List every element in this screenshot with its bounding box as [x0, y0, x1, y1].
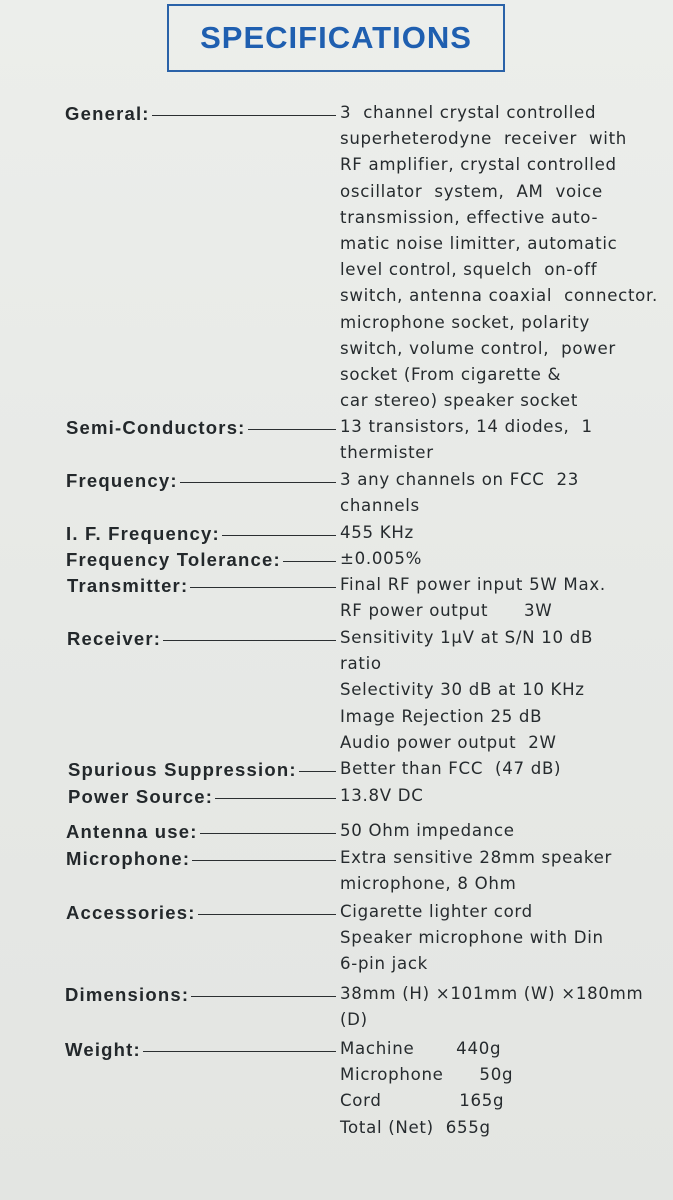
spec-value-line: RF power output 3W	[340, 601, 553, 621]
spec-value-line: 13 transistors, 14 diodes, 1	[340, 417, 593, 436]
spec-value-line: Final RF power input 5W Max.	[340, 575, 606, 594]
spec-value	[340, 845, 612, 897]
spec-label: Microphone:	[66, 848, 191, 869]
spec-value-line: Cigarette lighter cord	[340, 902, 533, 921]
spec-value-line: Image Rejection 25 dB	[340, 706, 543, 726]
spec-value-line: car stereo) speaker socket	[340, 391, 579, 411]
spec-value	[340, 981, 643, 1033]
spec-value	[340, 756, 561, 782]
spec-value-line: socket (From cigarette &	[340, 365, 562, 385]
spec-label: Weight:	[65, 1039, 141, 1060]
spec-value	[340, 783, 424, 809]
spec-value	[340, 572, 606, 624]
leader-line	[198, 914, 336, 915]
spec-value-line: Machine 440g	[340, 1039, 502, 1058]
spec-label: Spurious Suppression:	[68, 759, 297, 780]
page-title: SPECIFICATIONS	[200, 20, 472, 55]
leader-line	[215, 798, 336, 799]
spec-label: Semi-Conductors:	[66, 417, 246, 438]
leader-line	[191, 996, 336, 997]
spec-value-line: RF amplifier, crystal controlled	[340, 155, 617, 175]
leader-line	[143, 1051, 336, 1052]
spec-value-line: Total (Net) 655g	[340, 1117, 491, 1137]
spec-value-line: Speaker microphone with Din	[340, 928, 604, 948]
spec-value-line: thermister	[340, 443, 434, 463]
spec-label: Transmitter:	[67, 575, 189, 596]
leader-line	[192, 860, 336, 861]
spec-value	[340, 1036, 513, 1141]
spec-value-line: transmission, effective auto-	[340, 207, 599, 227]
spec-value-line: 13.8V DC	[340, 786, 424, 805]
spec-value	[340, 818, 515, 844]
spec-label: General:	[65, 103, 150, 124]
spec-label: Dimensions:	[65, 984, 190, 1005]
spec-value-line: 6-pin jack	[340, 954, 428, 974]
spec-label: Accessories:	[66, 902, 196, 923]
spec-value-line: microphone socket, polarity	[340, 312, 591, 332]
spec-value-line: Selectivity 30 dB at 10 KHz	[340, 680, 585, 700]
spec-value-line: 455 KHz	[340, 523, 414, 542]
spec-value-line: channels	[340, 496, 420, 516]
spec-label: Power Source:	[68, 786, 214, 807]
spec-value	[340, 100, 658, 414]
spec-value	[340, 899, 604, 978]
leader-line	[180, 482, 336, 483]
spec-label: Frequency:	[66, 470, 178, 491]
spec-value	[340, 625, 593, 756]
spec-value-line: ratio	[340, 654, 382, 674]
spec-value-line: Audio power output 2W	[340, 732, 557, 752]
spec-label: I. F. Frequency:	[66, 523, 220, 544]
spec-value-line: microphone, 8 Ohm	[340, 874, 517, 894]
spec-value	[340, 546, 422, 572]
leader-line	[248, 429, 336, 430]
spec-value-line: Better than FCC (47 dB)	[340, 759, 562, 778]
spec-value-line: level control, squelch on-off	[340, 260, 598, 280]
spec-value-line: oscillator system, AM voice	[340, 181, 603, 201]
leader-line	[190, 587, 336, 588]
spec-value-line: superheterodyne receiver with	[340, 129, 628, 149]
spec-value-line: matic noise limitter, automatic	[340, 234, 618, 254]
spec-label: Receiver:	[67, 628, 162, 649]
leader-line	[200, 833, 336, 834]
spec-value	[340, 414, 593, 466]
spec-label: Antenna use:	[66, 821, 198, 842]
spec-value-line: switch, volume control, power	[340, 338, 616, 358]
spec-value-line: Microphone 50g	[340, 1065, 514, 1085]
spec-value-line: 50 Ohm impedance	[340, 821, 515, 840]
spec-value	[340, 467, 579, 519]
spec-label: Frequency Tolerance:	[66, 549, 281, 570]
spec-value-line: 3 any channels on FCC 23	[340, 470, 580, 489]
spec-value-line: Cord 165g	[340, 1091, 505, 1111]
leader-line	[283, 561, 336, 562]
leader-line	[163, 640, 336, 641]
leader-line	[152, 115, 336, 116]
spec-value	[340, 520, 414, 546]
spec-value-line: Sensitivity 1μV at S/N 10 dB	[340, 628, 594, 647]
leader-line	[222, 535, 336, 536]
leader-line	[299, 771, 336, 772]
spec-value-line: switch, antenna coaxial connector.	[340, 286, 658, 306]
title-box	[167, 4, 505, 72]
spec-value-line: 38mm (H) ×101mm (W) ×180mm	[340, 984, 644, 1003]
spec-value-line: ±0.005%	[340, 549, 423, 568]
spec-value-line: Extra sensitive 28mm speaker	[340, 848, 613, 867]
spec-value-line: (D)	[340, 1010, 368, 1030]
spec-value-line: 3 channel crystal controlled	[340, 103, 597, 122]
